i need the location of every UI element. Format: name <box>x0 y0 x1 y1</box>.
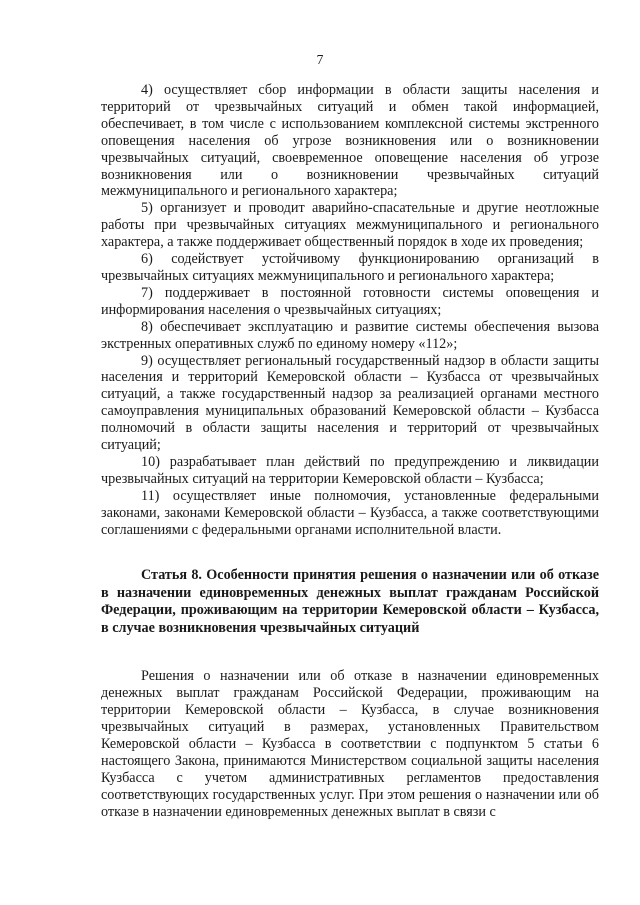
article-text: Решения о назначении или об отказе в назначении единовременных денежных выплат гражданам Российской Федерации, проживающим на территории Кемеровской области – Кузбасса, в случае возникновения чрезвычайных ситуаций в размерах, установленных Правительством Кемеровской области – Кузбасса в соответствии с подпунктом 5 статьи 6 настоящего Закона, принимаются Министерством социальной защиты населения Кузбасса с учетом административных регламентов предоставления соответствующих государственных услуг. При этом решения о назначении или об отказе в назначении единовременных денежных выплат в связи с <box>101 668 599 820</box>
list-item-10: 10) разрабатывает план действий по предупреждению и ликвидации чрезвычайных ситуаций на территории Кемеровской области – Кузбасса; <box>101 453 599 487</box>
document-body <box>101 82 599 821</box>
list-item-6: 6) содействует устойчивому функционированию организаций в чрезвычайных ситуациях межмуниципального и регионального характера; <box>101 251 599 284</box>
list-item-9: 9) осуществляет региональный государственный надзор в области защиты населения и территорий Кемеровской области – Кузбасса от чрезвычайных ситуаций, а также государственный надзор за реализацией органами местного самоуправления муниципальных образований Кемеровской области – Кузбасса полномочий в области защиты населения и территорий от чрезвычайных ситуаций; <box>101 352 599 454</box>
list-item-5: 5) организует и проводит аварийно-спасательные и другие неотложные работы при чрезвычайных ситуациях межмуниципального и регионального характера, а также поддерживает общественный порядок в ходе их проведения; <box>101 200 599 251</box>
page-number: 7 <box>316 52 324 67</box>
list-item-4: 4) осуществляет сбор информации в области защиты населения и территорий от чрезвычайных ситуаций и обмен такой информацией, обеспечивает, в том числе с использованием комплексной системы экстренного оповещения населения об угрозе возникновения или о возникновении чрезвычайных ситуаций, своевременное оповещение населения об угрозе возникновения или о возникновении чрезвычайных ситуаций межмуниципального и регионального характера; <box>101 82 599 200</box>
article-heading: Статья 8. Особенности принятия решения о назначении или об отказе в назначении единовременных денежных выплат гражданам Российской Федерации, проживающим на территории Кемеровской области – Кузбасса, в случае возникновения чрезвычайных ситуаций <box>101 567 599 636</box>
list-item-8: 8) обеспечивает эксплуатацию и развитие системы обеспечения вызова экстренных оперативных служб по единому номеру «112»; <box>101 318 599 352</box>
list-item-7: 7) поддерживает в постоянной готовности системы оповещения и информирования населения о чрезвычайных ситуациях; <box>101 284 599 318</box>
list-item-11: 11) осуществляет иные полномочия, установленные федеральными законами, законами Кемеровской области – Кузбасса, а также соответствующими соглашениями с федеральными органами исполнительной власти. <box>101 487 599 538</box>
